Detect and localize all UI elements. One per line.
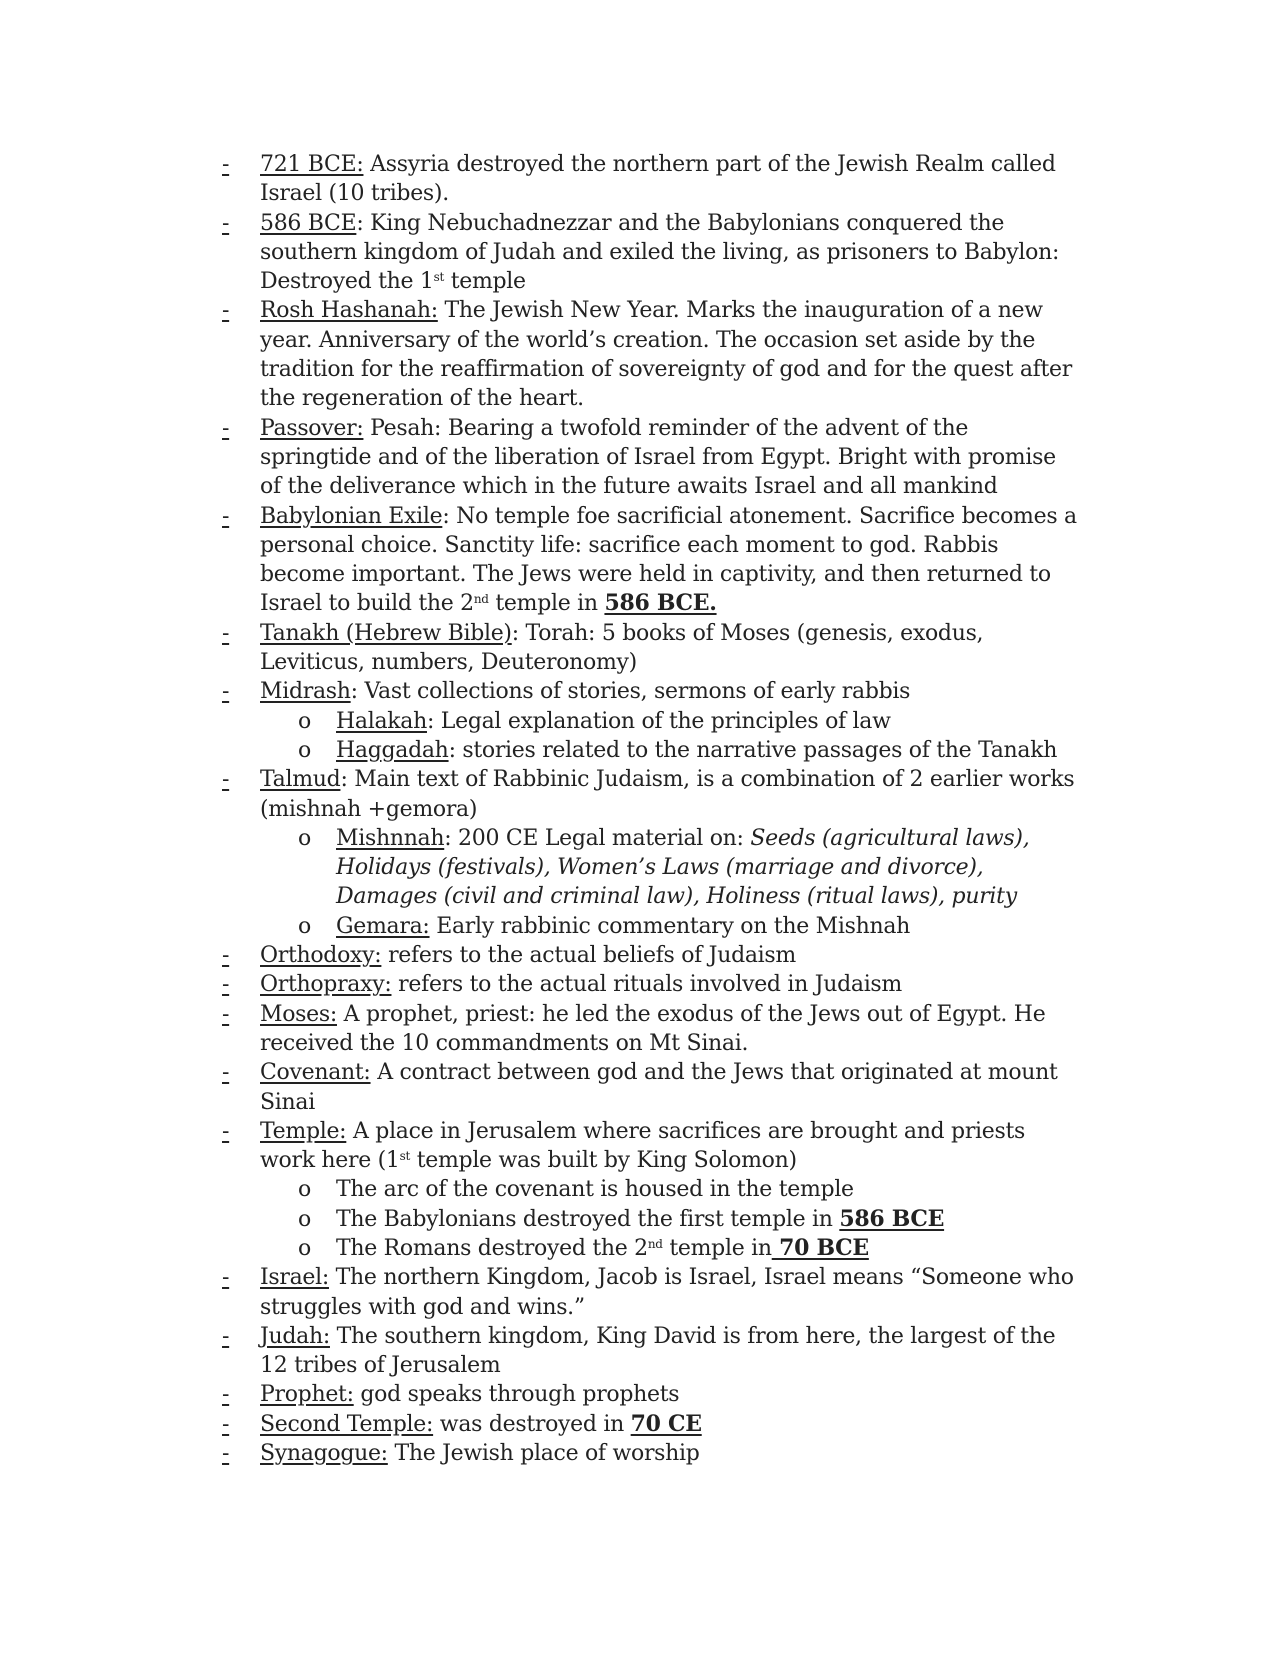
list-item-synagogue [222,1439,1082,1468]
term: 586 BCE [260,210,357,236]
definition: The arc of the covenant is housed in the temple [336,1177,854,1203]
dash-bullet: - [222,1118,230,1144]
term: Gemara: [336,913,430,939]
circle-bullet: o [298,1206,311,1232]
notes-list [222,150,1082,1468]
term: Synagogue: [260,1441,388,1467]
superscript: st [399,1149,411,1164]
sub-item-romans-destroyed [222,1234,1082,1263]
term: Mishnnah [336,825,445,851]
list-item-talmud [222,765,1082,824]
date-highlight: 586 BCE. [604,590,717,617]
term: Israel: [260,1265,329,1291]
circle-bullet: o [298,708,311,734]
dash-bullet: - [222,210,230,236]
term: Orthopraxy: [260,972,392,998]
term: Second Temple: [260,1411,434,1437]
term: Moses: [260,1001,337,1027]
list-item-721-bce [222,150,1082,209]
dash-bullet: - [222,503,230,529]
superscript: nd [647,1236,663,1251]
sub-item-mishnnah [222,824,1082,912]
term: Halakah [336,708,427,734]
term: Passover: [260,415,364,441]
definition: : King Nebuchadnezzar and the Babylonians conquered the southern kingdom of Judah and exiled the living, as prisoners to Babylon: Destroyed the 1 [260,210,1060,295]
list-item-passover [222,414,1082,502]
definition: Assyria destroyed the northern part of the Jewish Realm called Israel (10 tribes). [260,152,1056,207]
dash-bullet: - [222,972,230,998]
dash-bullet: - [222,152,230,177]
list-item-tanakh [222,619,1082,678]
definition-tail: temple in [662,1235,772,1261]
dash-bullet: - [222,415,230,441]
date-highlight: 70 CE [630,1410,702,1437]
dash-bullet: - [222,1265,230,1291]
definition: A prophet, priest: he led the exodus of the Jews out of Egypt. He received the 10 commandments on Mt Sinai. [260,1001,1046,1056]
dash-bullet: - [222,1060,230,1086]
list-item-moses [222,1000,1082,1059]
term: 721 BCE: [260,152,364,177]
date-highlight: 586 BCE [839,1205,945,1232]
sub-item-arc-of-covenant [222,1175,1082,1204]
definition: The northern Kingdom, Jacob is Israel, Israel means “Someone who struggles with god and wins.” [260,1265,1074,1320]
circle-bullet: o [298,913,311,939]
term: Prophet: [260,1382,354,1408]
term: Midrash [260,679,351,705]
list-item-midrash [222,677,1082,706]
term: Rosh Hashanah: [260,298,438,324]
definition: The Jewish New Year. Marks the inauguration of a new year. Anniversary of the world’s creation. The occasion set aside by the tradition for the reaffirmation of sovereignty of god and for the quest after the regeneration of the heart. [260,298,1072,412]
dash-bullet: - [222,943,230,969]
sub-item-babylonians-destroyed [222,1205,1082,1234]
definition: : Vast collections of stories, sermons of early rabbis [350,679,911,705]
term: Temple: [260,1118,347,1144]
definition-tail: temple was built by King Solomon) [410,1148,797,1174]
definition: : Torah: 5 books of Moses (genesis, exodus, Leviticus, numbers, Deuteronomy) [260,620,984,676]
definition: : 200 CE Legal material on: [444,825,751,851]
definition: The Babylonians destroyed the first temple in [336,1206,840,1232]
definition: The Jewish place of worship [387,1441,700,1467]
sub-item-gemara [222,912,1082,941]
definition: god speaks through prophets [353,1382,680,1408]
list-item-second-temple [222,1410,1082,1439]
definition: Early rabbinic commentary on the Mishnah [429,913,911,939]
dash-bullet: - [222,679,230,705]
definition: refers to the actual rituals involved in Judaism [391,972,902,998]
definition: : No temple foe sacrificial atonement. Sacrifice becomes a personal choice. Sanctity life: sacrifice each moment to god. Rabbis become important. The Jews were held in captivity, and then returned to Israel to build the 2 [260,503,1077,617]
definition: : Main text of Rabbinic Judaism, is a combination of 2 earlier works (mishnah +gemora) [260,767,1075,822]
definition: The southern kingdom, King David is from here, the largest of the 12 tribes of Jerusalem [260,1323,1056,1379]
sub-item-halakah [222,707,1082,736]
list-item-orthopraxy [222,970,1082,999]
definition-tail: temple in [488,591,605,617]
term: Haggadah [336,737,449,763]
italic-definition: Seeds (agricultural laws), Holidays (festivals), Women’s Laws (marriage and divorce), Damages (civil and criminal law), Holiness (ritual laws), purity [336,825,1030,910]
definition: : stories related to the narrative passages of the Tanakh [448,737,1058,763]
definition: : Legal explanation of the principles of law [426,708,891,734]
sub-item-haggadah [222,736,1082,765]
dash-bullet: - [222,767,230,793]
list-item-586-bce [222,209,1082,297]
definition: Pesah: Bearing a twofold reminder of the advent of the springtide and of the liberation of Israel from Egypt. Bright with promise of the deliverance which in the future awaits Israel and all mankind [260,415,1056,500]
list-item-temple [222,1117,1082,1176]
term: Babylonian Exile [260,503,443,529]
term: Judah: [260,1323,330,1349]
superscript: st [433,270,444,285]
dash-bullet: - [222,1001,230,1027]
definition: was destroyed in [433,1411,631,1437]
dash-bullet: - [222,298,230,324]
list-item-covenant [222,1058,1082,1117]
list-item-israel [222,1263,1082,1322]
list-item-rosh-hashanah [222,296,1082,413]
dash-bullet: - [222,1323,230,1349]
list-item-babylonian-exile [222,502,1082,619]
circle-bullet: o [298,1177,311,1203]
dash-bullet: - [222,1382,230,1408]
circle-bullet: o [298,1235,311,1261]
dash-bullet: - [222,1441,230,1467]
definition: A contract between god and the Jews that originated at mount Sinai [260,1060,1058,1115]
superscript: nd [473,592,489,607]
definition-tail: temple [444,269,526,295]
definition: A place in Jerusalem where sacrifices are brought and priests work here (1 [260,1118,1026,1174]
list-item-orthodoxy [222,941,1082,970]
term: Covenant: [260,1060,371,1086]
circle-bullet: o [298,737,311,763]
list-item-judah [222,1322,1082,1381]
date-highlight: 70 BCE [771,1234,869,1261]
dash-bullet: - [222,1411,230,1437]
list-item-prophet [222,1380,1082,1409]
term: Talmud [260,767,341,793]
circle-bullet: o [298,825,311,851]
definition: The Romans destroyed the 2 [336,1235,648,1261]
term: Tanakh (Hebrew Bible) [260,620,512,646]
term: Orthodoxy: [260,943,382,969]
definition: refers to the actual beliefs of Judaism [381,943,796,969]
dash-bullet: - [222,620,230,646]
